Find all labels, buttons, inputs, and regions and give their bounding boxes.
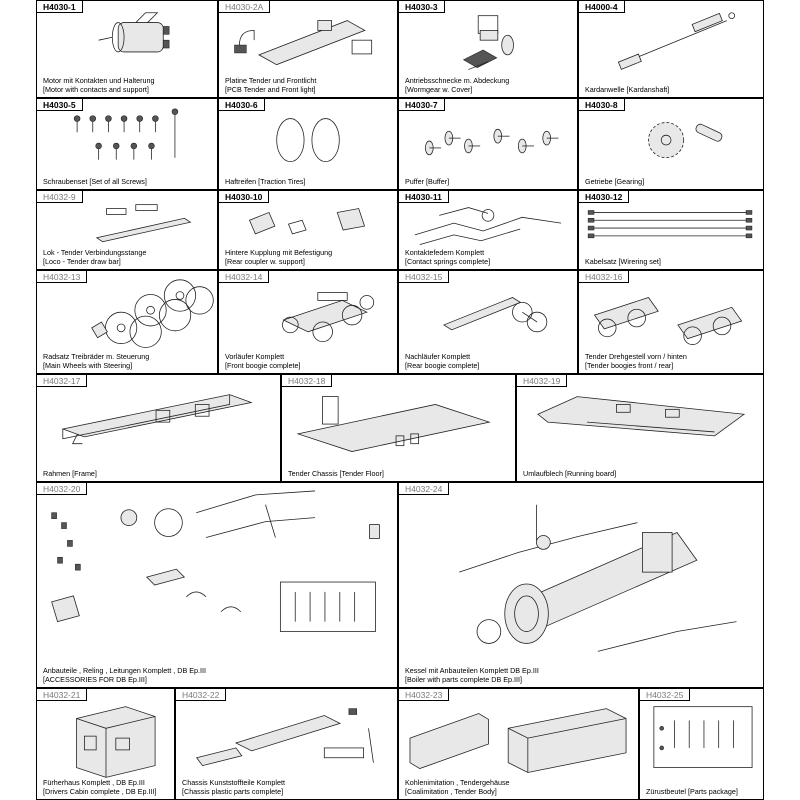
part-code: H4030-8 (579, 99, 625, 111)
part-code: H4030-1 (37, 1, 83, 13)
part-description: Radsatz Treibräder m. Steuerung [Main Wheels with Steering] (43, 352, 150, 370)
part-code: H4032-22 (176, 689, 226, 701)
running-board-drawing (517, 375, 763, 481)
gearing-drawing (579, 99, 763, 189)
part-cell-h4030-1 (36, 0, 218, 98)
part-description: Puffer [Buffer] (405, 177, 450, 186)
part-code: H4030-5 (37, 99, 83, 111)
part-code: H4030-3 (399, 1, 445, 13)
part-code: H4032-21 (37, 689, 87, 701)
part-description: Fürherhaus Komplett , DB Ep.III [Drivers Cabin complete , DB Ep.III] (43, 778, 157, 796)
part-code: H4032-25 (640, 689, 690, 701)
part-description: Kessel mit Anbauteilen Komplett DB Ep.III [Boiler with parts complete DB Ep.III] (405, 666, 539, 684)
part-description: Motor mit Kontakten und Halterung [Motor with contacts and support] (43, 76, 155, 94)
part-cell-h4030-8 (578, 98, 764, 190)
part-code: H4032-13 (37, 271, 87, 283)
part-cell-h4030-5 (36, 98, 218, 190)
part-description: Schraubenset [Set of all Screws] (43, 177, 147, 186)
part-code: H4030-11 (399, 191, 449, 203)
part-cell-h4032-25 (639, 688, 764, 800)
accessories-drawing (37, 483, 397, 687)
part-cell-h4030-11 (398, 190, 578, 270)
part-description: Lok - Tender Verbindungsstange [Loco - Tender draw bar] (43, 248, 147, 266)
part-description: Tender Drehgestell vorn / hinten [Tender boogies front / rear] (585, 352, 687, 370)
part-cell-h4032-22 (175, 688, 398, 800)
part-cell-h4032-21 (36, 688, 175, 800)
part-description: Hintere Kupplung mit Befestigung [Rear coupler w. support] (225, 248, 333, 266)
part-cell-h4032-23 (398, 688, 639, 800)
part-cell-h4032-20 (36, 482, 398, 688)
part-code: H4030-10 (219, 191, 269, 203)
part-description: Umlaufblech [Running board] (523, 469, 617, 478)
tender-floor-drawing (282, 375, 515, 481)
part-code: H4032-15 (399, 271, 449, 283)
part-description: Getriebe [Gearing] (585, 177, 645, 186)
parts-package-drawing (640, 689, 763, 799)
part-description: Kohlenimitation , Tendergehäuse [Coalimitation , Tender Body] (405, 778, 510, 796)
part-code: H4030-12 (579, 191, 629, 203)
part-cell-h4032-9 (36, 190, 218, 270)
part-cell-h4032-15 (398, 270, 578, 374)
screws-drawing (37, 99, 217, 189)
part-code: H4032-9 (37, 191, 83, 203)
part-description: Kabelsatz [Wirering set] (585, 257, 661, 266)
part-cell-h4032-16 (578, 270, 764, 374)
frame-drawing (37, 375, 280, 481)
part-cell-h4000-4 (578, 0, 764, 98)
part-description: Vorläufer Komplett [Front boogie complete] (225, 352, 301, 370)
boiler-drawing (399, 483, 763, 687)
traction-tires-drawing (219, 99, 397, 189)
part-code: H4032-18 (282, 375, 332, 387)
part-cell-h4032-18 (281, 374, 516, 482)
part-cell-h4032-24 (398, 482, 764, 688)
part-cell-h4032-17 (36, 374, 281, 482)
part-code: H4032-14 (219, 271, 269, 283)
part-code: H4030-6 (219, 99, 265, 111)
part-code: H4032-16 (579, 271, 629, 283)
part-code: H4030-7 (399, 99, 445, 111)
part-description: Chassis Kunststoffteile Komplett [Chassis plastic parts complete] (182, 778, 285, 796)
part-code: H4032-23 (399, 689, 449, 701)
kardanshaft-drawing (579, 1, 763, 97)
part-description: Kardanwelle [Kardanshaft] (585, 85, 670, 94)
part-cell-h4030-10 (218, 190, 398, 270)
part-cell-h4030-6 (218, 98, 398, 190)
part-description: Tender Chassis [Tender Floor] (288, 469, 384, 478)
part-code: H4032-19 (517, 375, 567, 387)
part-code: H4032-20 (37, 483, 87, 495)
part-description: Nachläufer Komplett [Rear boogie complete] (405, 352, 480, 370)
part-cell-h4030-12 (578, 190, 764, 270)
part-description: Anbauteile , Reling , Leitungen Komplett , DB Ep.III [ACCESSORIES FOR DB Ep.III] (43, 666, 207, 684)
part-cell-h4032-13 (36, 270, 218, 374)
buffer-drawing (399, 99, 577, 189)
part-description: Zürustbeutel [Parts package] (646, 787, 738, 796)
part-cell-h4030-2a (218, 0, 398, 98)
part-description: Haftreifen [Traction Tires] (225, 177, 306, 186)
part-description: Rahmen [Frame] (43, 469, 97, 478)
part-cell-h4030-3 (398, 0, 578, 98)
part-code: H4032-17 (37, 375, 87, 387)
part-description: Antriebsschnecke m. Abdeckung [Wormgear w. Cover] (405, 76, 510, 94)
part-code: H4030-2A (219, 1, 270, 13)
part-cell-h4032-19 (516, 374, 764, 482)
part-cell-h4032-14 (218, 270, 398, 374)
part-cell-h4030-7 (398, 98, 578, 190)
part-code: H4032-24 (399, 483, 449, 495)
part-code: H4000-4 (579, 1, 625, 13)
part-description: Kontaktefedern Komplett [Contact springs complete] (405, 248, 491, 266)
part-description: Platine Tender und Frontlicht [PCB Tender and Front light] (225, 76, 317, 94)
